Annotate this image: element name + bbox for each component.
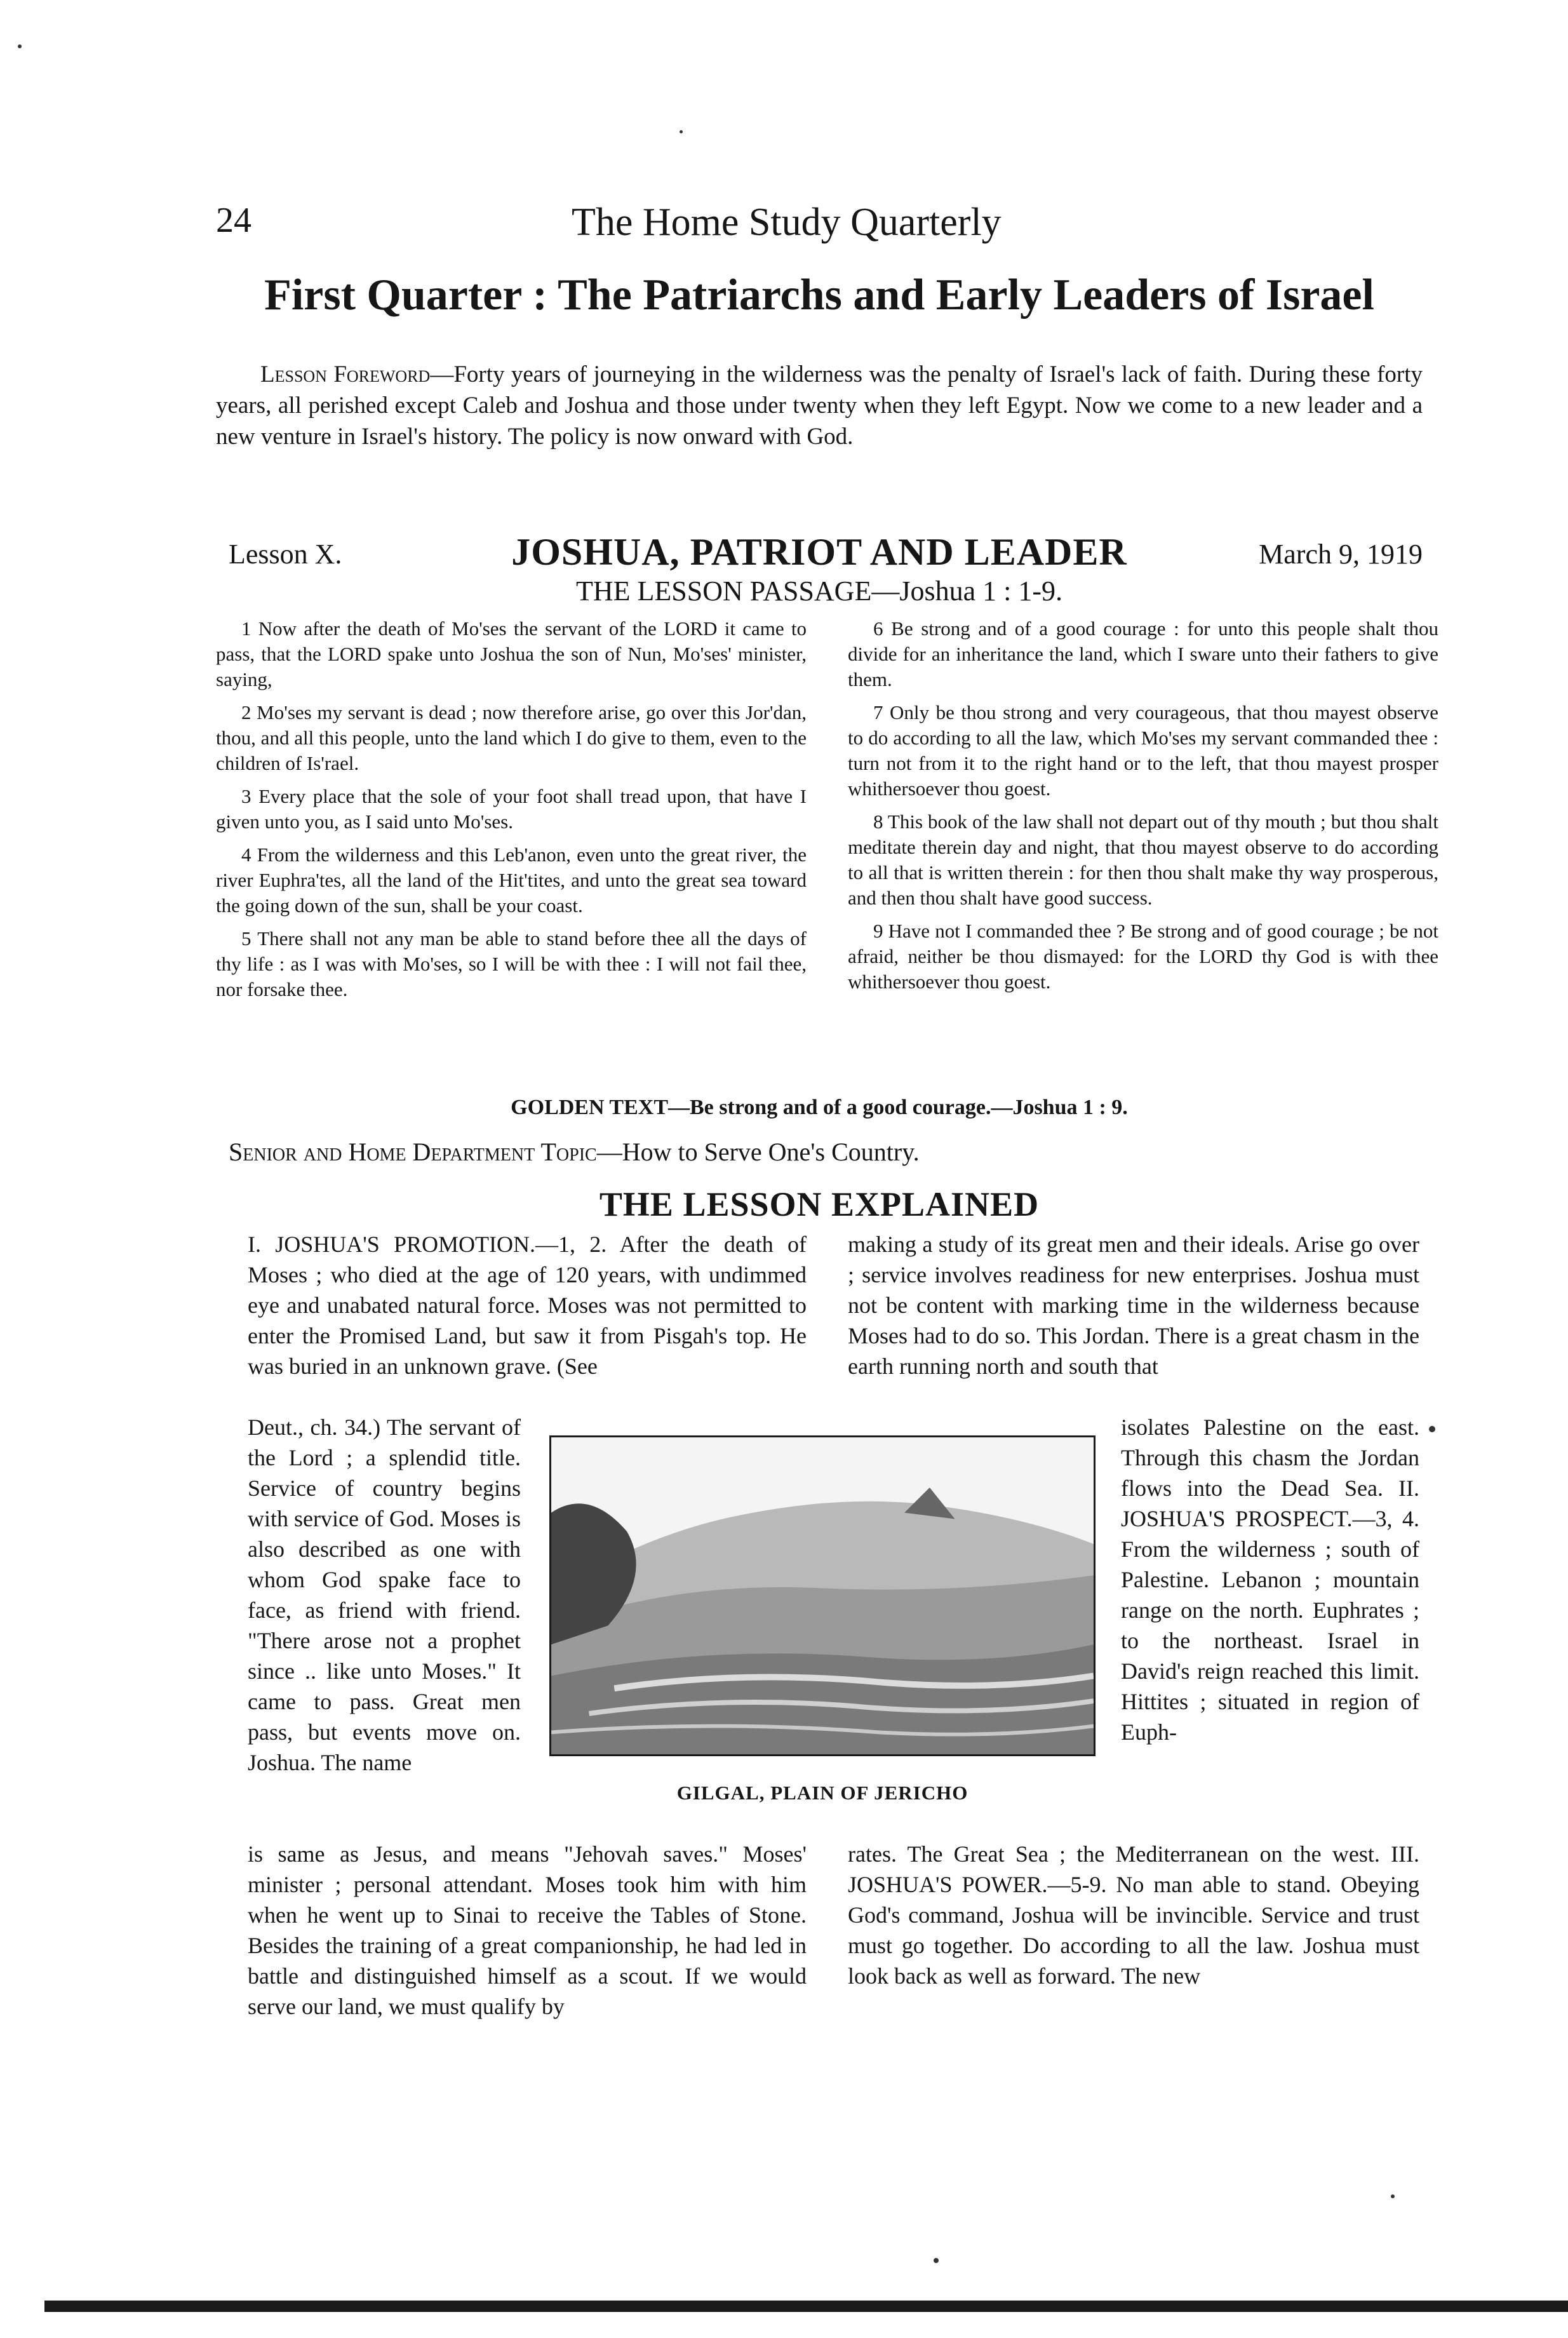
department-topic (229, 1137, 1423, 1167)
verse: 3 Every place that the sole of your foot shall tread upon, that have I given unto you, as I said unto Mo'ses. (216, 785, 807, 833)
scan-speck (680, 130, 683, 133)
explained-left-bottom (248, 1839, 807, 2022)
scan-speck (934, 2258, 939, 2263)
scan-speck (1429, 1426, 1435, 1432)
running-head (216, 200, 1423, 257)
explained-right-wrap (1121, 1412, 1419, 1747)
explanation-paragraph: Deut., ch. 34.) The servant of the Lord ; a splendid title. Service of country begins with service of God. Moses is also described as one with whom God spake face to face, as friend with friend. "There arose not a prophet since .. like unto Moses." It came to pass. Great men pass, but events move on. Joshua. The name (248, 1414, 521, 1775)
explanation-paragraph: is same as Jesus, and means "Jehovah saves." Moses' minister ; personal attendant. Moses took him with him when he went up to Sinai to receive the Tables of Stone. Besides the training of a great companionship, he had led in battle and distinguished himself as a scout. If we would serve our land, we must qualify by (248, 1841, 807, 2019)
explained-left-wrap (248, 1412, 521, 1778)
verse: 4 From the wilderness and this Leb'anon, even unto the great river, the river Euphra'tes, all the land of the Hit'tites, and unto the great sea toward the going down of the sun, shall be your coast. (216, 843, 807, 917)
lesson-title: JOSHUA, PATRIOT AND LEADER (511, 531, 1127, 573)
verse: 8 This book of the law shall not depart out of thy mouth ; but thou shalt meditate therein day and night, that thou mayest observe to do according to all that is written therein : for then thou shalt make thy way prosperous, and then thou shalt have good success. (848, 810, 1438, 909)
verse: 1 Now after the death of Mo'ses the servant of the LORD it came to pass, that the LORD spake unto Joshua the son of Nun, Mo'ses' minister, saying, (216, 617, 807, 690)
lesson-foreword (216, 359, 1423, 452)
verse: 2 Mo'ses my servant is dead ; now therefore arise, go over this Jor'dan, thou, and all this people, unto the land which I do give to them, even to the children of Is'rael. (216, 701, 807, 774)
verse: 7 Only be thou strong and very courageous, that thou mayest observe to do according to all the law, which Mo'ses my servant commanded thee : turn not from it to the right hand or to the left, that thou mayest prosper whithersoever thou goest. (848, 701, 1438, 800)
topic-text: —How to Serve One's Country. (596, 1138, 920, 1166)
verse: 5 There shall not any man be able to stand before thee all the days of thy life : as I was with Mo'ses, so I will be with thee : I will not fail thee, nor forsake thee. (216, 927, 807, 1000)
foreword-label: Lesson Foreword (260, 361, 431, 387)
scan-speck (18, 44, 22, 48)
lesson-passage-heading: THE LESSON PASSAGE—Joshua 1 : 1-9. (575, 575, 1062, 607)
gilgal-illustration (549, 1435, 1096, 1756)
explanation-paragraph: making a study of its great men and their ideals. Arise go over ; service involves readiness for new enterprises. Joshua must not be content with marking time in the wilderness because Moses had to do so. This Jordan. There is a great chasm in the earth running north and south that (848, 1232, 1419, 1379)
verse: 9 Have not I commanded thee ? Be strong and of good courage ; be not afraid, neither be thou dismayed: for the LORD thy God is with thee whithersoever thou goest. (848, 920, 1438, 993)
lesson-date: March 9, 1919 (1259, 539, 1423, 570)
explained-right-top (848, 1229, 1419, 1381)
publication-title: The Home Study Quarterly (572, 201, 1002, 244)
explanation-paragraph: rates. The Great Sea ; the Mediterranean on the west. III. JOSHUA'S POWER.—5-9. No man able to stand. Obeying God's command, Joshua will be invincible. Service and trust must go together. Do according to all the law. Joshua must look back as well as forward. The new (848, 1841, 1419, 1989)
lesson-header (216, 530, 1423, 578)
explained-left-top (248, 1229, 807, 1381)
explanation-paragraph: isolates Palestine on the east. Through this chasm the Jordan flows into the Dead Sea. II. JOSHUA'S PROSPECT.—3, 4. From the wilderness ; south of Palestine. Lebanon ; mountain range on the north. Euphrates ; to the northeast. Israel in David's reign reached this limit. Hittites ; situated in region of Euph- (1121, 1414, 1419, 1745)
explanation-paragraph: I. JOSHUA'S PROMOTION.—1, 2. After the death of Moses ; who died at the age of 120 years, with undimmed eye and unabated natural force. Moses was not permitted to enter the Promised Land, but saw it from Pisgah's top. He was buried in an unknown grave. (See (248, 1232, 807, 1379)
verse: 6 Be strong and of a good courage : for unto this people shalt thou divide for an inheritance the land, which I sware unto their fathers to give them. (848, 617, 1438, 690)
topic-label: Senior and Home Department Topic (229, 1138, 597, 1166)
quarter-title: First Quarter : The Patriarchs and Early Leaders of Israel (264, 271, 1374, 319)
golden-text: GOLDEN TEXT—Be strong and of a good courage.—Joshua 1 : 9. (511, 1096, 1128, 1119)
explained-right-bottom (848, 1839, 1419, 1991)
landscape-engraving-image (551, 1437, 1094, 1754)
bottom-rule (44, 2301, 1568, 2312)
lesson-number: Lesson X. (229, 539, 342, 570)
page-number: 24 (216, 201, 251, 240)
passage-column-left (216, 616, 807, 1010)
scan-speck (1391, 2194, 1395, 2198)
foreword-text: —Forty years of journeying in the wilderness was the penalty of Israel's lack of faith. During these forty years, all perished except Caleb and Joshua and those under twenty when they left Egypt. Now we come to a new leader and a new venture in Israel's history. The policy is now onward with God. (216, 361, 1423, 450)
lesson-explained-heading: THE LESSON EXPLAINED (599, 1185, 1040, 1223)
illustration-caption: GILGAL, PLAIN OF JERICHO (676, 1782, 968, 1804)
passage-column-right (848, 616, 1438, 1002)
